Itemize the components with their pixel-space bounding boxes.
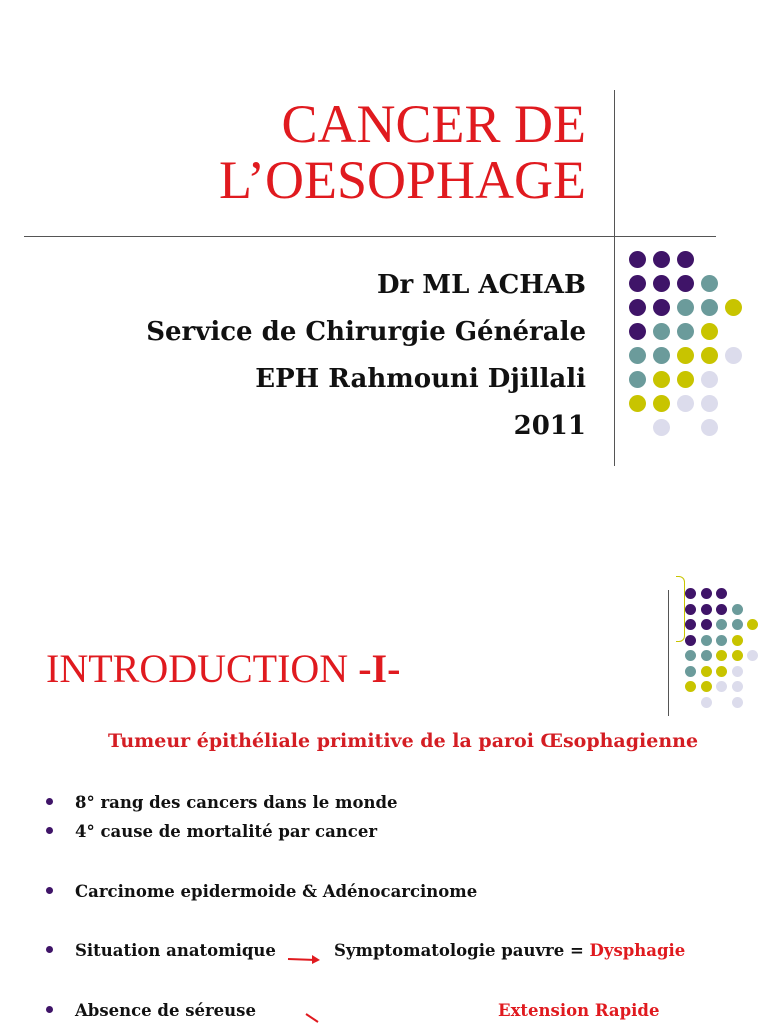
decor-dot-icon (732, 650, 743, 661)
bullet-text: Carcinome epidermoide & Adénocarcinome (75, 882, 478, 901)
slide1-title-line2: L’OESOPHAGE (218, 150, 586, 210)
bullet-item (46, 792, 397, 814)
bullet-dot-icon (46, 1006, 53, 1013)
bullet-item (46, 940, 276, 962)
bullet-item (46, 821, 377, 843)
bullet-text: 8° rang des cancers dans le monde (75, 793, 398, 812)
decor-dot-icon (701, 650, 712, 661)
decor-dot-icon (685, 588, 696, 599)
decor-dot-icon (732, 681, 743, 692)
author-year: 2011 (513, 411, 586, 441)
decor-dot-icon (629, 275, 646, 292)
decor-dot-icon (653, 395, 670, 412)
decor-dot-icon (653, 371, 670, 388)
slide2-title-main: INTRODUCTION (46, 646, 359, 691)
author-hospital: EPH Rahmouni Djillali (255, 364, 586, 394)
decor-dot-icon (653, 275, 670, 292)
decor-dot-icon (732, 635, 743, 646)
decor-dot-icon (629, 323, 646, 340)
decor-dot-icon (685, 650, 696, 661)
decor-dot-icon (701, 697, 712, 708)
arrow-down-icon (302, 1012, 326, 1024)
decor-dot-icon (685, 619, 696, 630)
decor-dot-icon (701, 371, 718, 388)
decor-dot-icon (701, 323, 718, 340)
decor-dot-icon (732, 604, 743, 615)
decor-dot-icon (677, 347, 694, 364)
author-name: Dr ML ACHAB (377, 270, 586, 300)
decor-dot-icon (653, 323, 670, 340)
decor-dot-icon (747, 619, 758, 630)
decor-dot-icon (701, 588, 712, 599)
decor-dot-icon (653, 251, 670, 268)
bullet-dot-icon (46, 827, 53, 834)
decor-dot-icon (685, 666, 696, 677)
bullet-dot-icon (46, 798, 53, 805)
decor-dot-icon (629, 251, 646, 268)
decor-dot-icon (716, 635, 727, 646)
decor-dot-icon (725, 347, 742, 364)
decor-dot-icon (732, 619, 743, 630)
slide2-title (46, 646, 400, 692)
bullet-text-mid: Symptomatologie pauvre = (334, 941, 590, 960)
author-block (100, 262, 586, 450)
decor-dot-icon (701, 619, 712, 630)
horizontal-divider (24, 236, 716, 237)
vertical-divider (614, 90, 615, 466)
decor-dot-icon (677, 323, 694, 340)
decor-dot-icon (685, 681, 696, 692)
bullet-dot-icon (46, 887, 53, 894)
bullet-continuation: Extension Rapide (498, 1001, 660, 1020)
decor-dot-icon (629, 299, 646, 316)
decor-dot-icon (653, 419, 670, 436)
decor-dot-icon (701, 635, 712, 646)
bracket-decoration (676, 576, 685, 642)
decor-dot-icon (685, 604, 696, 615)
decor-dot-icon (732, 697, 743, 708)
decor-dot-icon (701, 299, 718, 316)
slide1-title (150, 96, 586, 208)
decor-dot-icon (701, 681, 712, 692)
arrow-right-icon (286, 950, 326, 966)
slide2-subtitle: Tumeur épithéliale primitive de la paroi Œsophagienne (107, 730, 699, 752)
bullet-item (46, 881, 477, 903)
decor-dot-icon (716, 650, 727, 661)
decor-dot-icon (716, 619, 727, 630)
bullet-text-left: Absence de séreuse (75, 1001, 256, 1020)
decor-dot-icon (701, 275, 718, 292)
decor-dot-icon (629, 347, 646, 364)
decor-dot-icon (701, 395, 718, 412)
decor-dot-icon (677, 251, 694, 268)
decor-dot-icon (677, 371, 694, 388)
slide1-title-line1: CANCER DE (281, 94, 586, 154)
bullet-dot-icon (46, 946, 53, 953)
decor-dot-icon (653, 347, 670, 364)
decor-dot-icon (716, 666, 727, 677)
author-service: Service de Chirurgie Générale (146, 317, 586, 347)
vertical-divider-small (668, 590, 669, 716)
bullet-item (46, 1000, 256, 1022)
decor-dot-icon (653, 299, 670, 316)
bullet-text-highlight: Dysphagie (589, 941, 686, 960)
decor-dot-icon (677, 395, 694, 412)
bullet-text: 4° cause de mortalité par cancer (75, 822, 378, 841)
decor-dot-icon (732, 666, 743, 677)
bullet-text-left: Situation anatomique (75, 941, 276, 960)
decor-dot-icon (677, 275, 694, 292)
decor-dot-icon (629, 371, 646, 388)
decor-dot-icon (747, 650, 758, 661)
decor-dot-icon (677, 299, 694, 316)
decor-dot-icon (701, 666, 712, 677)
decor-dot-icon (701, 347, 718, 364)
decor-dot-icon (716, 588, 727, 599)
decor-dot-icon (716, 681, 727, 692)
slide2-title-suffix: -I- (358, 646, 401, 691)
decor-dot-icon (701, 604, 712, 615)
decor-dot-icon (629, 395, 646, 412)
decor-dot-icon (701, 419, 718, 436)
bullet-continuation (334, 940, 685, 962)
decor-dot-icon (716, 604, 727, 615)
decor-dot-icon (685, 635, 696, 646)
decor-dot-icon (725, 299, 742, 316)
